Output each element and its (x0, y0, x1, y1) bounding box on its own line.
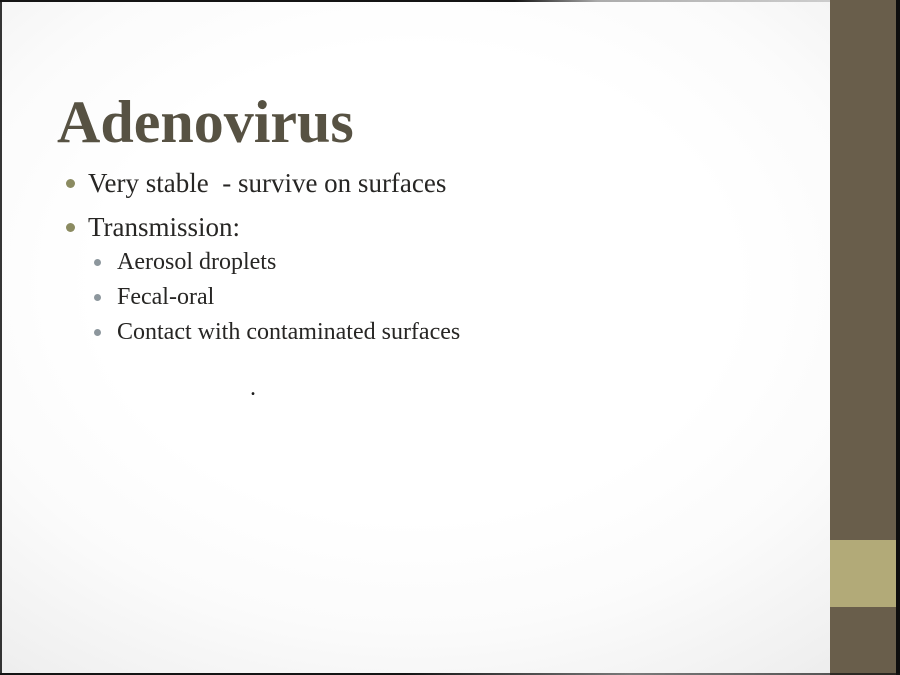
sub-bullet-item (94, 279, 214, 315)
sub-bullet-text: Contact with contaminated surfaces (117, 319, 461, 345)
bullet-text: Transmission: (88, 212, 241, 242)
bullet-text: Very stable - survive on surfaces (88, 168, 447, 198)
bullet-dot-icon (66, 223, 75, 232)
sub-bullet-text: Aerosol droplets (117, 249, 277, 275)
bullet-item (66, 207, 240, 247)
frame-right-edge (896, 0, 900, 675)
sub-bullet-dot-icon (94, 259, 101, 266)
sub-bullet-item (94, 244, 276, 280)
frame-top-edge (0, 0, 830, 2)
frame-left-edge (0, 0, 2, 675)
slide-title: Adenovirus (57, 89, 354, 156)
stray-period-text: . (250, 375, 256, 401)
sub-bullet-item (94, 314, 460, 350)
sidebar-accent-band (830, 540, 896, 607)
sub-bullet-text: Fecal-oral (117, 284, 215, 310)
sub-bullet-dot-icon (94, 329, 101, 336)
sub-bullet-dot-icon (94, 294, 101, 301)
bullet-item (66, 163, 446, 203)
bullet-dot-icon (66, 179, 75, 188)
